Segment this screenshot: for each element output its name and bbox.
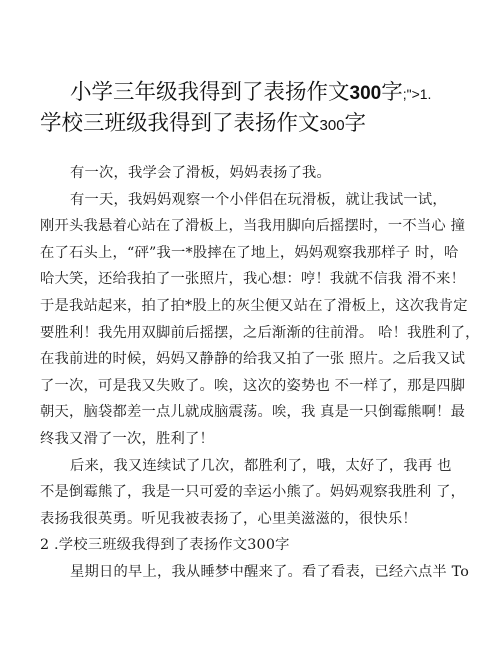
title-number: 300 <box>319 117 345 134</box>
paragraph-line: 在我前进的时候，妈妈又静静的给我又拍了一张 照片。之后我又试 <box>40 351 466 368</box>
paragraph-line: 于是我站起来，拍了拍*股上的灰尘便又站在了滑板上，这次我肯定 <box>40 297 468 314</box>
title-line-1 <box>40 78 485 109</box>
title-text: 学校三班级我得到了表扬作文 <box>40 111 320 136</box>
paragraph-line: 哈大笑，还给我拍了一张照片，我心想：哼！我就不信我 滑不来！ <box>40 271 466 288</box>
paragraph-line: 后来，我又连续试了几次，都胜利了，哦，太好了，我再 也 <box>70 457 452 474</box>
section-heading: 2 .学校三班级我得到了表扬作文300字 <box>40 537 290 554</box>
paragraph-line: 终我又滑了一次，胜利了！ <box>40 430 214 447</box>
title-artifact: ;">1. <box>402 86 432 102</box>
paragraph-line: 了一次，可是我又失败了。唉，这次的姿势也 不一样了，那是四脚 <box>40 377 466 394</box>
title-text-suffix: 字 <box>381 80 403 105</box>
document-title <box>40 78 485 141</box>
paragraph-line: 有一次，我学会了滑板，妈妈表扬了我。 <box>70 165 331 181</box>
title-text-suffix: 字 <box>344 111 367 136</box>
title-number: 300 <box>349 83 382 104</box>
paragraph-line: 要胜利！我先用双脚前后摇摆，之后渐渐的往前滑。 哈！我胜利了， <box>40 324 480 341</box>
paragraph-line: 星期日的早上，我从睡梦中醒来了。看了看表，已经六点半 To <box>70 563 470 580</box>
paragraph-line: 有一天，我妈妈观察一个小伴侣在玩滑板，就让我试一试， <box>70 191 447 208</box>
document-body <box>40 160 480 586</box>
paragraph-line: 不是倒霉熊了，我是一只可爱的幸运小熊了。妈妈观察我胜利 了， <box>40 484 466 501</box>
paragraph-line: 朝天，脑袋都差一点儿就成脑震荡。唉，我 真是一只倒霉熊啊！最 <box>40 404 466 421</box>
paragraph-line: 刚开头我悬着心站在了滑板上，当我用脚向后摇摆时，一不当心 撞 <box>40 218 466 235</box>
title-text: 小学三年级我得到了表扬作文 <box>70 80 350 105</box>
title-line-2 <box>40 109 485 141</box>
paragraph-line: 在了石头上，“砰”我一*股摔在了地上，妈妈观察我那样子 时，哈 <box>40 244 459 261</box>
paragraph-line: 表扬我很英勇。听见我被表扬了，心里美滋滋的，很快乐！ <box>40 510 417 527</box>
